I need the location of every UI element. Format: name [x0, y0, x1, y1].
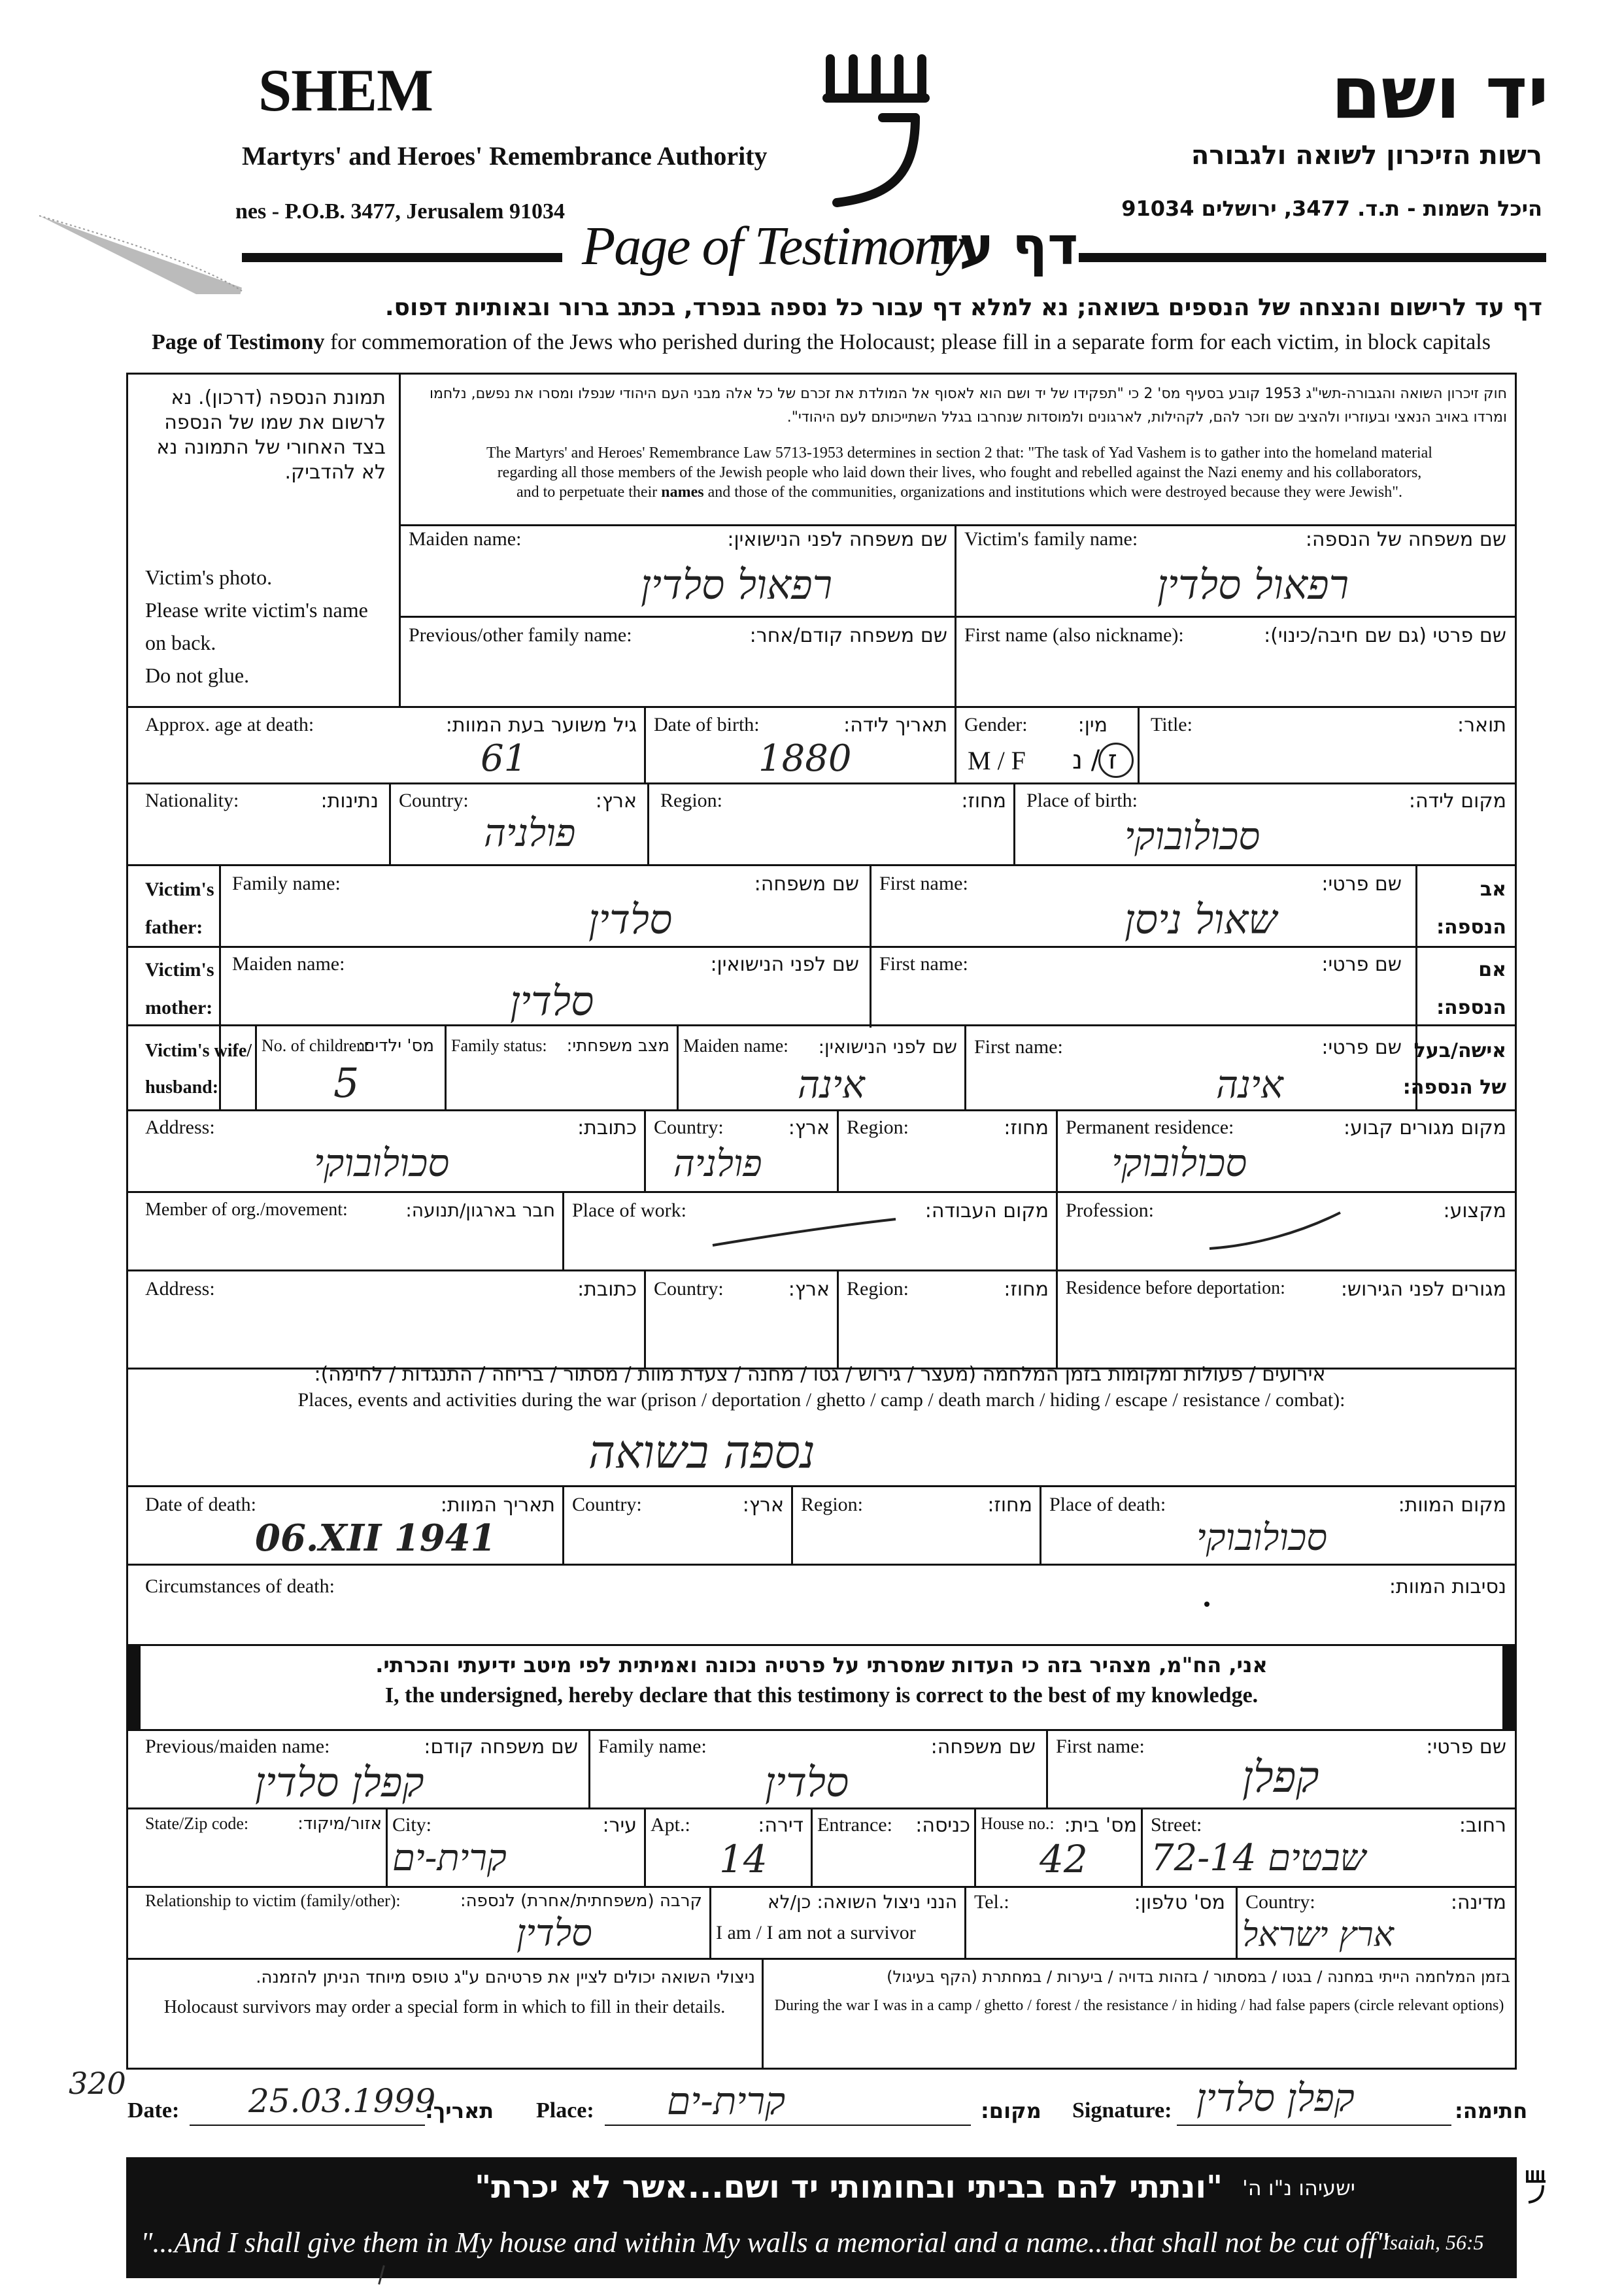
city-label-en: City:: [392, 1814, 432, 1836]
sign-date-label-he: תאריך:: [425, 2098, 494, 2123]
col-line: [837, 1269, 839, 1368]
circ-label-he: נסיבות המוות:: [1389, 1575, 1506, 1598]
country2-label-en: Country:: [654, 1278, 724, 1300]
spouse-maiden-label-he: שם לפני הנישואין:: [818, 1036, 957, 1058]
sign-place-line: [605, 2125, 971, 2126]
death-region-label-he: מחוז:: [987, 1494, 1032, 1517]
survivor-label-he: הנני ניצול השואה: כן/לא: [767, 1891, 957, 1913]
family-status-label-en: Family status:: [451, 1036, 547, 1055]
maiden-name-label-he: שם משפחה לפני הנישואין:: [727, 528, 947, 551]
address-he: היכל השמות - ת.ד. 3477, ירושלים 91034: [1121, 196, 1542, 221]
sign-place-label-en: Place:: [536, 2098, 594, 2123]
gender-label-en: Gender:: [964, 714, 1028, 735]
photo-box-en: [145, 561, 368, 692]
row-line: [126, 1886, 1517, 1888]
row-line: [126, 1729, 1517, 1731]
zip-label-he: אזור/מיקוד:: [297, 1814, 382, 1834]
res-country-label-he: ארץ:: [788, 1117, 830, 1139]
sign-date-line: [190, 2125, 425, 2126]
org-en-title: SHEM: [258, 57, 433, 124]
city-value[interactable]: קרית-ים: [392, 1837, 507, 1879]
banner-en-source: Isaiah, 56:5: [1383, 2230, 1484, 2254]
zip-label-en: State/Zip code:: [145, 1814, 249, 1833]
col-line: [964, 1024, 966, 1109]
spouse-first-label-he: שם פרטי:: [1321, 1036, 1402, 1059]
rel-label-he: קרבה (משפחתית/אחרת) לנספה:: [460, 1891, 702, 1911]
col-line: [791, 1485, 793, 1564]
col-line: [644, 1109, 646, 1191]
dob-value[interactable]: 1880: [758, 737, 852, 780]
col-line: [1056, 1109, 1058, 1191]
subtitle-he: דף עד לרישום והנצחה של הנספים בשואה; נא למלא דף עבור כל נספה בנפרד, בכתב ברור ובאותיות דפוס.: [384, 294, 1542, 321]
law-text-he: חוק זיכרון השואה והגבורה-תשי"ג 1953 קובע בסעיף מס' 2 כי "תפקידו של יד ושם הוא לאסוף אל המולדת את זכרם של כל אלה מבני העם היהודי שנפלו ומסרו את נפשם, נלחמו ומרדו באויב הנאצי ובעוזריו ולהציב שם וזכר להם, לקהילות, לארגונים ולמוסדות שנחרבו בגלל השתייכותם לעם היהודי".: [430, 386, 1507, 426]
res-country-label-en: Country:: [654, 1117, 724, 1138]
row-line: [126, 782, 1517, 784]
law-en-2: regarding all those members of the Jewish people who laid down their lives, who fought and rebelled against the Nazi enemy and his collaborators,: [497, 464, 1422, 481]
title-bar-right: [1079, 253, 1546, 262]
children-label-en: No. of children:: [262, 1036, 370, 1055]
age-value[interactable]: 61: [481, 737, 528, 780]
spouse-maiden-value[interactable]: אינה: [798, 1062, 865, 1107]
mother-first-label-en: First name:: [879, 953, 968, 975]
declaration-en: I, the undersigned, hereby declare that this testimony is correct to the best of my knowledge.: [384, 1683, 1259, 1707]
sign-place-value[interactable]: קרית-ים: [667, 2079, 786, 2123]
children-label-he: מס' ילדים:: [358, 1036, 434, 1056]
sub-first-label-he: שם פרטי:: [1426, 1736, 1506, 1758]
house-value[interactable]: 42: [1040, 1837, 1088, 1881]
row-line: [400, 616, 1517, 618]
family-name-value[interactable]: רפאול סלדין: [1157, 561, 1349, 609]
mother-maiden-label-he: שם לפני הנישואין:: [710, 953, 859, 976]
sub-family-label-he: שם משפחה:: [930, 1736, 1036, 1758]
sub-family-value[interactable]: סלדין: [765, 1758, 849, 1806]
col-line: [1046, 1729, 1048, 1807]
region2-label-en: Region:: [847, 1278, 909, 1300]
city-label-he: עיר:: [602, 1814, 637, 1837]
title-bar-left: [242, 253, 562, 262]
war-value[interactable]: נספה בשואה: [588, 1425, 815, 1479]
declaration-bar-right: [1502, 1644, 1517, 1729]
spouse-first-value[interactable]: אינה: [1216, 1062, 1283, 1107]
signature-value[interactable]: קפלן סלדין: [1196, 2076, 1355, 2120]
row-line: [126, 1109, 1517, 1111]
member-label-en: Member of org./movement:: [145, 1200, 348, 1220]
tel-label-en: Tel.:: [974, 1891, 1009, 1913]
perm-label-en: Permanent residence:: [1066, 1117, 1234, 1138]
margin-note: 320: [69, 2066, 126, 2101]
maiden-name-label-en: Maiden name:: [409, 528, 522, 550]
house-label-he: מס' בית:: [1064, 1814, 1137, 1837]
family-status-label-he: מצב משפחתי:: [566, 1036, 669, 1056]
father-first-label-he: שם פרטי:: [1321, 873, 1402, 896]
deport-label-en: Residence before deportation:: [1066, 1278, 1285, 1298]
row-line: [126, 1191, 1517, 1193]
survivor-label-en[interactable]: I am / I am not a survivor: [716, 1922, 916, 1943]
house-label-en: House no.:: [981, 1814, 1055, 1833]
spouse-row-he: [1403, 1033, 1506, 1106]
street-label-he: רחוב:: [1459, 1814, 1506, 1837]
region-label-he: מחוז:: [961, 790, 1006, 813]
spouse-row-he-1: אישה/בעל: [1413, 1039, 1506, 1062]
address2-label-en: Address:: [145, 1278, 215, 1300]
country-label-en: Country:: [399, 790, 469, 811]
street-label-en: Street:: [1151, 1814, 1202, 1836]
region-label-en: Region:: [660, 790, 722, 811]
form-title-en: Page of Testimony: [582, 216, 964, 277]
banner-he-quote: "ונתתי להם בביתי ובחומותי יד ושם...אשר לא יכרת": [475, 2169, 1223, 2206]
law-en-3b: names: [661, 484, 704, 501]
signature-label-en: Signature:: [1072, 2098, 1172, 2123]
law-en-3c: and those of the communities, organizations and institutions which were destroyed because they were Jewish".: [703, 484, 1402, 501]
row-line: [126, 706, 1517, 708]
rel-label-en: Relationship to victim (family/other):: [145, 1891, 401, 1910]
col-line: [562, 1485, 564, 1564]
war-note-he: בזמן המלחמה הייתי במחנה / בגטו / במסתור / בזהות בדויה / ביערות / במחתרת (הקף בעיגול): [887, 1968, 1510, 1986]
row-line: [126, 1269, 1517, 1271]
row-line: [126, 1644, 1517, 1646]
sub-prev-value[interactable]: קפלן סלדין: [255, 1758, 424, 1806]
member-label-he: חבר בארגון/תנועה:: [405, 1200, 555, 1221]
col-line: [647, 782, 649, 864]
photo-box-en-4: Do not glue.: [145, 664, 250, 687]
sign-date-value[interactable]: 25.03.1999: [248, 2082, 436, 2120]
circ-mark: [1204, 1602, 1210, 1607]
subtitle-en-rest: for commemoration of the Jews who perished during the Holocaust; please fill in a separate form for each victim, in block capitals: [324, 330, 1491, 354]
col-line: [1056, 1191, 1058, 1269]
col-line: [644, 1269, 646, 1368]
subtitle-en-bold: Page of Testimony: [152, 330, 325, 354]
banner-en-quote: "...And I shall give them in My house and within My walls a memorial and a name...that shall not be cut off": [141, 2227, 1388, 2259]
declaration-bar-left: [126, 1644, 141, 1729]
first-name-label-he: שם פרטי (גם שם חיבה/כינוי):: [1264, 624, 1506, 647]
nationality-label-he: נתינות:: [320, 790, 379, 813]
photo-box-en-2: Please write victim's name: [145, 598, 368, 622]
banner-he-source: ישעיהו נ"ו ה': [1242, 2176, 1355, 2200]
gender-label-he: מין:: [1077, 714, 1108, 737]
entrance-label-en: Entrance:: [817, 1814, 892, 1836]
family-name-label-en: Victim's family name:: [964, 528, 1138, 550]
sub-family-label-en: Family name:: [598, 1736, 707, 1757]
col-line: [255, 1024, 257, 1109]
death-country-label-he: ארץ:: [742, 1494, 784, 1517]
work-label-en: Place of work:: [572, 1200, 686, 1221]
row-line: [126, 864, 1517, 866]
apt-label-en: Apt.:: [651, 1814, 690, 1836]
death-date-label-he: תאריך המוות:: [440, 1494, 555, 1517]
workplace-dash-stroke: [706, 1216, 902, 1255]
col-line: [1141, 1807, 1143, 1886]
father-row-en-2: father:: [145, 916, 203, 938]
war-label-en: Places, events and activities during the war (prison / deportation / ghetto / camp / death march / hiding / escape / resistance / combat):: [297, 1389, 1345, 1411]
rel-value[interactable]: סלדין: [516, 1912, 592, 1955]
col-line: [762, 1958, 764, 2070]
tel-label-he: מס' טלפון:: [1134, 1891, 1225, 1914]
col-line: [1138, 706, 1140, 782]
father-family-value[interactable]: סלדין: [588, 896, 673, 943]
gender-options[interactable]: M / F: [968, 746, 1026, 775]
pob-label-he: מקום לידה:: [1408, 790, 1506, 813]
death-place-label-he: מקום המוות:: [1398, 1494, 1506, 1517]
row-line: [126, 1024, 1517, 1026]
profession-dash-stroke: [1203, 1209, 1347, 1262]
dob-label-he: תאריך לידה:: [843, 714, 947, 737]
col-line: [709, 1886, 711, 1958]
signature-line: [1177, 2125, 1451, 2126]
country2-label-he: ארץ:: [788, 1278, 830, 1301]
circ-label-en: Circumstances of death:: [145, 1575, 335, 1597]
death-date-value[interactable]: 06.XII 1941: [255, 1517, 496, 1560]
mother-maiden-label-en: Maiden name:: [232, 953, 345, 975]
work-label-he: מקום העבודה:: [924, 1200, 1049, 1222]
spouse-row-en-2: husband:: [145, 1077, 219, 1098]
entrance-label-he: כניסה:: [915, 1814, 970, 1837]
spouse-row-he-2: של הנספה:: [1402, 1076, 1506, 1099]
address2-label-he: כתובת:: [577, 1278, 637, 1301]
children-value[interactable]: 5: [333, 1059, 360, 1107]
form-title-he: דף עד: [928, 216, 1079, 277]
mother-row-en: [145, 951, 214, 1027]
col-line: [837, 1109, 839, 1191]
subtitle-en: [152, 330, 1491, 355]
father-first-value[interactable]: שאול ניסן: [1125, 896, 1277, 943]
perm-label-he: מקום מגורים קבוע:: [1344, 1117, 1506, 1139]
law-en-3: [412, 482, 1507, 502]
col-line: [955, 524, 956, 707]
pob-value[interactable]: סכולובוקי: [1125, 814, 1260, 858]
sign-date-label-en: Date:: [127, 2098, 180, 2123]
res-region-label-en: Region:: [847, 1117, 909, 1138]
col-line: [1013, 782, 1015, 864]
death-place-value[interactable]: סכולובוקי: [1196, 1517, 1328, 1559]
sub-country-label-en: Country:: [1245, 1891, 1315, 1913]
death-region-label-en: Region:: [801, 1494, 863, 1515]
mother-row-he-2: הנספה:: [1436, 996, 1506, 1019]
father-row-he-1: אב: [1480, 878, 1506, 901]
col-line: [964, 1886, 966, 1958]
age-label-en: Approx. age at death:: [145, 714, 314, 735]
dob-label-en: Date of birth:: [654, 714, 760, 735]
sub-country-label-he: מדינה:: [1450, 1891, 1506, 1914]
apt-value[interactable]: 14: [719, 1837, 768, 1881]
col-line: [386, 1807, 388, 1886]
col-line: [445, 1024, 447, 1109]
death-country-label-en: Country:: [572, 1494, 642, 1515]
spouse-first-label-en: First name:: [974, 1036, 1063, 1058]
address-en: nes - P.O.B. 3477, Jerusalem 91034: [235, 199, 566, 224]
photo-box-he: תמונת הנספה (דרכון). נא לרשום את שמו של הנספה בצד האחורי של התמונה נא לא להדביק.: [156, 386, 386, 484]
org-he-title: יד ושם: [1330, 51, 1549, 135]
law-text-en: [412, 443, 1507, 502]
father-row-en: [145, 871, 214, 947]
pob-label-en: Place of birth:: [1026, 790, 1138, 811]
mother-maiden-value[interactable]: סלדין: [510, 977, 594, 1025]
sub-prev-label-he: שם משפחה קודם:: [424, 1736, 578, 1758]
row-line: [126, 946, 1517, 948]
perm-value[interactable]: סכולובוקי: [1111, 1141, 1247, 1185]
death-date-label-en: Date of death:: [145, 1494, 256, 1515]
survivor-note-he: ניצולי השואה יכולים לציין את פרטיהם ע"ג טופס מיוחד הניתן להזמנה.: [256, 1968, 755, 1987]
signature-label-he: חתימה:: [1455, 2098, 1528, 2123]
row-line: [126, 1564, 1517, 1566]
col-line: [644, 1807, 646, 1886]
maiden-name-value[interactable]: רפאול סלדין: [641, 561, 833, 609]
gender-options-he[interactable]: ז / נ: [1072, 745, 1117, 775]
res-country-value[interactable]: פולניה: [673, 1143, 762, 1185]
apt-label-he: דירה:: [758, 1814, 804, 1837]
mother-first-label-he: שם פרטי:: [1321, 953, 1402, 976]
nationality-label-en: Nationality:: [145, 790, 239, 811]
res-region-label-he: מחוז:: [1004, 1117, 1049, 1139]
sub-first-value[interactable]: קפלן: [1242, 1752, 1319, 1802]
address-value[interactable]: סכולובוקי: [314, 1141, 450, 1185]
title-label-he: תואר:: [1457, 714, 1506, 737]
col-line: [644, 706, 646, 782]
law-en-1: The Martyrs' and Heroes' Remembrance Law 5713-1953 determines in section 2 that: "The task of Yad Vashem is to gather into the homeland material: [486, 445, 1432, 462]
profession-label-he: מקצוע:: [1443, 1200, 1506, 1222]
father-row-he-2: הנספה:: [1436, 916, 1506, 939]
spouse-row-en-1: Victim's wife/: [145, 1041, 252, 1061]
photo-box-en-1: Victim's photo.: [145, 565, 273, 589]
col-line: [974, 1807, 976, 1886]
law-en-3a: and to perpetuate their: [516, 484, 662, 501]
mother-row-he: [1436, 951, 1506, 1027]
col-line: [1040, 1485, 1041, 1564]
country-label-he: ארץ:: [595, 790, 637, 813]
mother-row-en-2: mother:: [145, 997, 213, 1018]
row-line: [126, 1807, 1517, 1809]
col-line: [1056, 1269, 1058, 1368]
authority-he: רשות הזיכרון לשואה ולגבורה: [1191, 141, 1542, 171]
war-note-en: During the war I was in a camp / ghetto / forest / the resistance / in hiding / had false papers (circle relevant options): [774, 1997, 1504, 2014]
row-line: [126, 1958, 1517, 1960]
spouse-row-en: [145, 1033, 252, 1106]
father-family-label-en: Family name:: [232, 873, 341, 894]
mother-row-en-1: Victim's: [145, 959, 214, 981]
address-label-he: כתובת:: [577, 1117, 637, 1139]
row-line: [400, 524, 1517, 526]
father-family-label-he: שם משפחה:: [754, 873, 859, 896]
col-line: [588, 1729, 590, 1807]
mother-row-he-1: אם: [1478, 958, 1506, 981]
prev-name-label-he: שם משפחה קודם/אחר:: [749, 624, 947, 647]
yad-vashem-emblem-icon: [811, 46, 935, 222]
sign-place-label-he: מקום:: [981, 2098, 1041, 2123]
gender-selected-circle: [1098, 743, 1134, 778]
col-line: [389, 782, 391, 864]
declaration-he: אני, הח"מ, מצהיר בזה כי העדות שמסרתי על פרטיה נכונה ואמיתית לפי מיטב ידיעתי והכרתי.: [375, 1653, 1268, 1677]
family-name-label-he: שם משפחה של הנספה:: [1305, 528, 1506, 551]
authority-en: Martyrs' and Heroes' Remembrance Authority: [242, 141, 768, 171]
col-line: [399, 373, 401, 707]
country-value[interactable]: פולניה: [484, 811, 576, 855]
row-line: [126, 1485, 1517, 1487]
photo-box-en-3: on back.: [145, 631, 216, 654]
father-row-en-1: Victim's: [145, 879, 214, 900]
sub-country-value[interactable]: ארץ ישראל: [1242, 1915, 1394, 1955]
small-emblem-icon: [1523, 2167, 1549, 2206]
profession-label-en: Profession:: [1066, 1200, 1154, 1221]
age-label-he: גיל משוער בעת המוות:: [445, 714, 637, 737]
war-label-he: אירועים / פעולות ומקומות בזמן המלחמה (מעצר / גירוש / גטו / מחנה / צעדת מוות / מסתור / בריחה / התנגדות / לחימה):: [314, 1363, 1326, 1386]
prev-name-label-en: Previous/other family name:: [409, 624, 632, 646]
street-value[interactable]: שבטים 72-14: [1151, 1837, 1366, 1879]
sub-first-label-en: First name:: [1056, 1736, 1145, 1757]
death-place-label-en: Place of death:: [1049, 1494, 1166, 1515]
survivor-note-en: Holocaust survivors may order a special form in which to fill in their details.: [163, 1997, 726, 2017]
col-line: [677, 1024, 679, 1109]
address-label-en: Address:: [145, 1117, 215, 1138]
col-line: [870, 864, 871, 1028]
father-row-he: [1436, 871, 1506, 947]
spouse-maiden-label-en: Maiden name:: [683, 1036, 788, 1056]
region2-label-he: מחוז:: [1004, 1278, 1049, 1301]
first-name-label-en: First name (also nickname):: [964, 624, 1184, 646]
sub-prev-label-en: Previous/maiden name:: [145, 1736, 330, 1757]
father-first-label-en: First name:: [879, 873, 968, 894]
title-label-en: Title:: [1151, 714, 1193, 735]
deport-label-he: מגורים לפני הגירוש:: [1340, 1278, 1506, 1301]
col-line: [1236, 1886, 1238, 1958]
folded-corner: [0, 131, 275, 294]
col-line: [955, 706, 956, 782]
col-line: [562, 1191, 564, 1269]
col-line: [811, 1807, 813, 1886]
